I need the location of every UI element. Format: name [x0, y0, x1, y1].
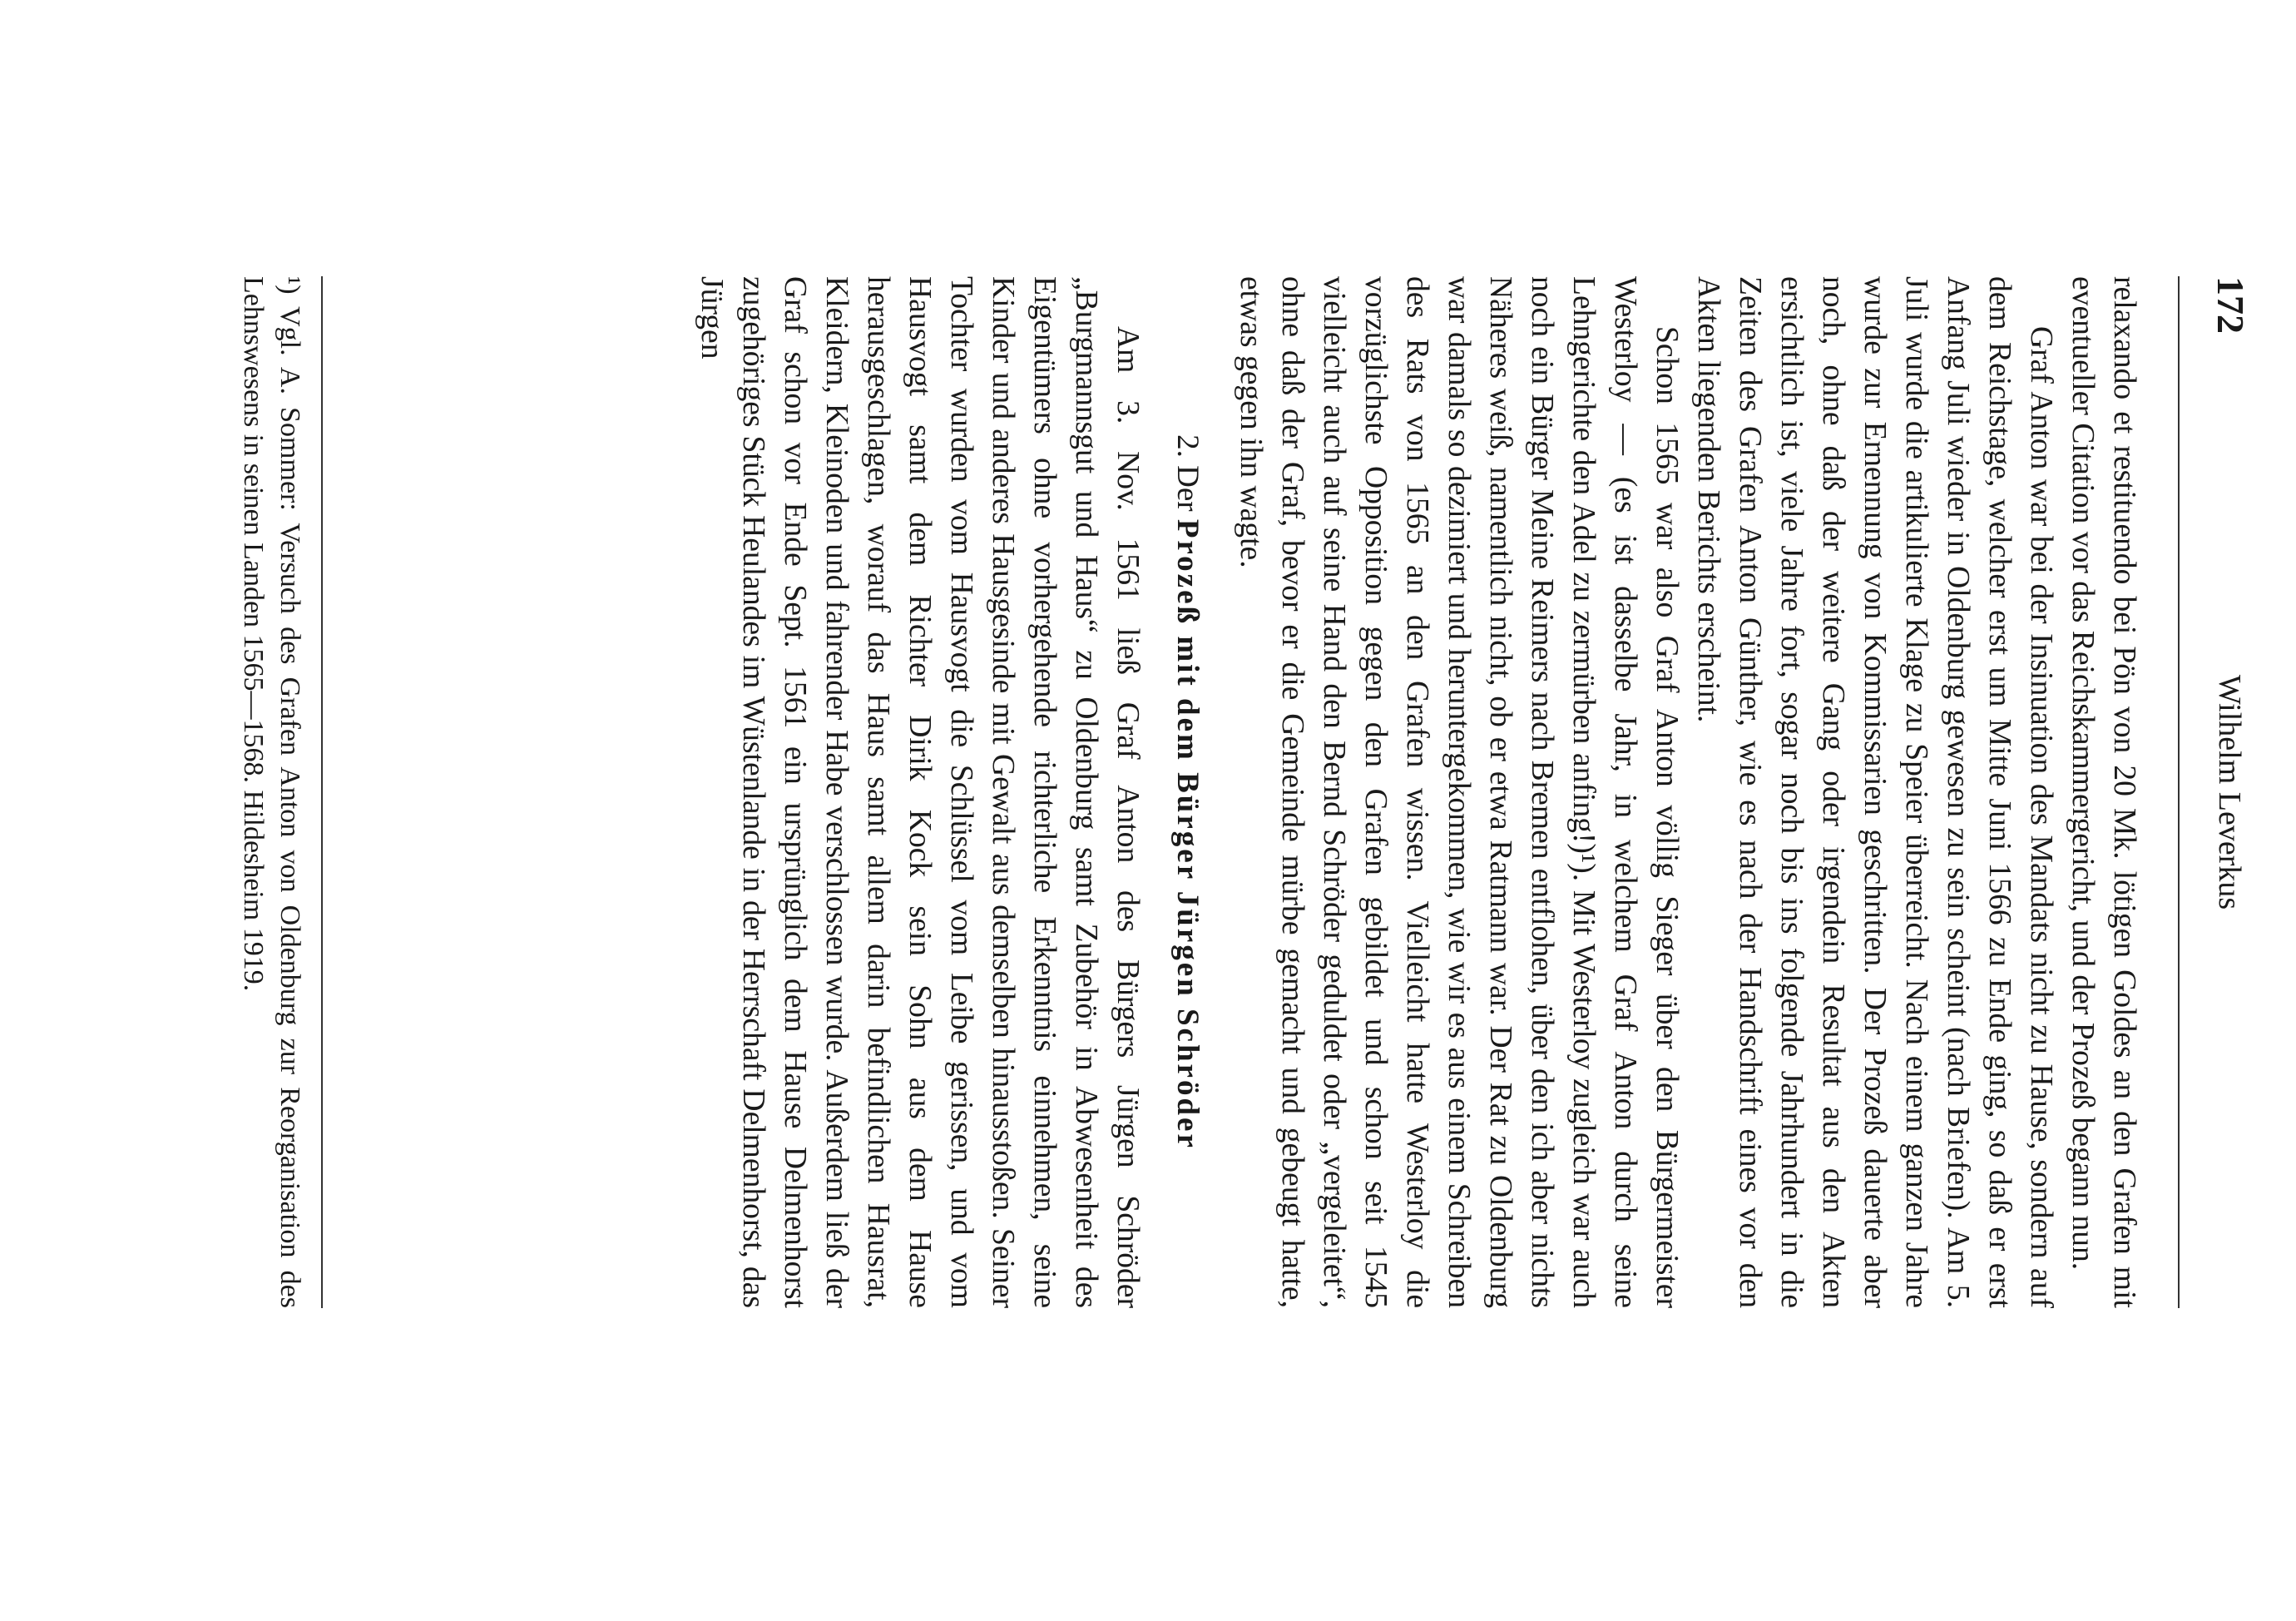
- paragraph-2: Graf Anton war bei der Insinuation des Mandats nicht zu Hause, sondern auf dem Reichstage, welcher erst um Mitte Juni 1566 zu Ende ging, so daß er erst Anfang Juli wieder in Oldenburg gewesen zu sein scheint (nach Briefen). Am 5. Juli wurde die artikulierte Klage zu Speier überreicht. Nach einem ganzen Jahre wurde zur Ernennung von Kommissarien geschritten. Der Prozeß dauerte aber noch, ohne daß der weitere Gang oder irgendein Resultat aus den Akten ersichtlich ist, viele Jahre fort, sogar noch bis ins folgende Jahrhundert in die Zeiten des Grafen Anton Günther, wie es nach der Handschrift eines vor den Akten liegenden Berichts erscheint.: [1691, 276, 2058, 1308]
- paragraph-4: Am 3. Nov. 1561 ließ Graf Anton des Bürgers Jürgen Schröder „Burgmannsgut und Haus“ zu Oldenburg samt Zubehör in Abwesenheit des Eigentümers ohne vorhergehende richterliche Erkenntnis einnehmen, seine Kinder und anderes Hausgesinde mit Gewalt aus demselben hinausstoßen. Seiner Tochter wurden vom Hausvogt die Schlüssel vom Leibe gerissen, und vom Hausvogt samt dem Richter Dirik Kock sein Sohn aus dem Hause herausgeschlagen, worauf das Haus samt allem darin befindlichen Hausrat, Kleidern, Kleinoden und fahrender Habe verschlossen wurde. Außerdem ließ der Graf schon vor Ende Sept. 1561 ein ursprünglich dem Hause Delmenhorst zugehöriges Stück Heulandes im Wüstenlande in der Herrschaft Delmenhorst, das Jürgen: [695, 276, 1145, 1308]
- running-head-author: Wilhelm Leverkus: [2212, 674, 2247, 910]
- header-rule: [2178, 276, 2180, 1308]
- footnote-rule: [321, 276, 323, 1308]
- running-head: [2170, 276, 2253, 1308]
- paragraph-3: Schon 1565 war also Graf Anton völlig Sieger über den Bürgermeister Westerloy — (es ist dasselbe Jahr, in welchem Graf Anton durch seine Lehngerichte den Adel zu zermürben anfing!)¹). Mit Westerloy zugleich war auch noch ein Bürger Meine Reimers nach Bremen entflohen, über den ich aber nichts Näheres weiß, namentlich nicht, ob er etwa Ratmann war. Der Rat zu Oldenburg war damals so dezimiert und heruntergekommen, wie wir es aus einem Schreiben des Rats von 1565 an den Grafen wissen. Vielleicht hatte Westerloy die vorzüglichste Opposition gegen den Grafen gebildet und schon seit 1545 vielleicht auch auf seine Hand den Bernd Schröder geduldet oder „vergeleitet“, ohne daß der Graf, bevor er die Gemeinde mürbe gemacht und gebeugt hatte, etwas gegen ihn wagte.: [1234, 276, 1684, 1308]
- paragraph-1: relaxando et restituendo bei Pön von 20 Mk. lötigen Goldes an den Grafen mit eventueller Citation vor das Reichskammergericht, und der Prozeß begann nun.: [2066, 276, 2141, 1308]
- section-title-plain: Der: [1170, 465, 1205, 512]
- page-number: 172: [2209, 276, 2252, 334]
- body-text: [690, 276, 2145, 1308]
- section-number: 2.: [1170, 434, 1205, 458]
- footnote: ¹) Vgl. A. Sommer: Versuch des Grafen Anton von Oldenburg zur Reorganisation des Lehnswesens in seinen Landen 1565—1568. Hildesheim 1919.: [238, 276, 305, 1308]
- section-heading: [1166, 276, 1208, 1308]
- section-title-spaced: Prozeß mit dem Bürger Jürgen Schröder: [1170, 518, 1205, 1150]
